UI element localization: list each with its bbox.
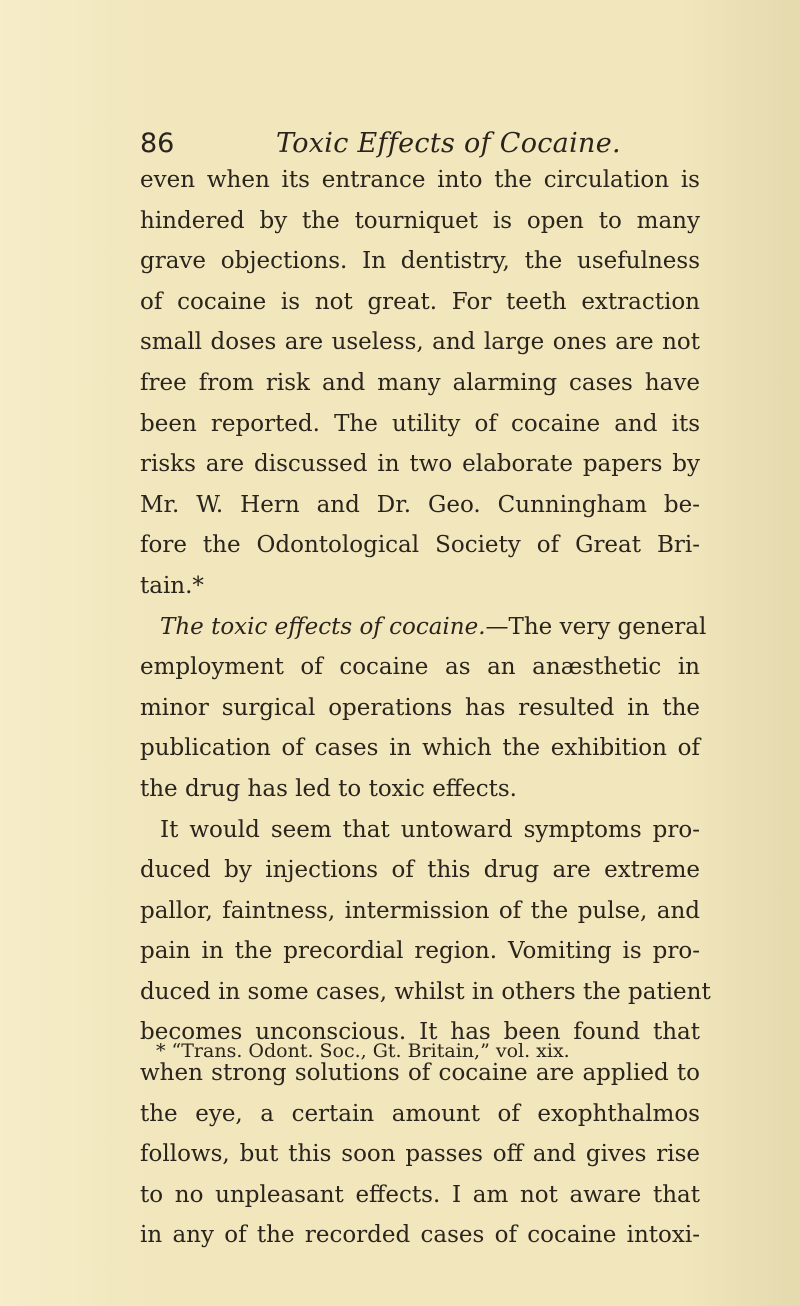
text-line: minor surgical operations has resulted in the — [140, 694, 700, 721]
text-line: been reported. The utility of cocaine and its — [140, 410, 700, 437]
paragraph-first-line: It would seem that untoward symptoms pro- — [160, 816, 700, 843]
text-line: even when its entrance into the circulation is — [140, 167, 700, 193]
page-number: 86 — [140, 128, 175, 159]
text-line: when strong solutions of cocaine are applied to — [140, 1060, 700, 1087]
text-line: grave objections. In dentistry, the usefulness — [140, 248, 700, 275]
text-line: the eye, a certain amount of exophthalmos — [140, 1100, 700, 1127]
text-line: fore the Odontological Society of Great Bri- — [140, 532, 700, 559]
text-line: becomes unconscious. It has been found that — [140, 1019, 700, 1046]
section-title: The toxic effects of cocaine. — [160, 613, 486, 640]
text-line: in any of the recorded cases of cocaine intoxi- — [140, 1222, 700, 1249]
text-line: pallor, faintness, intermission of the pulse, and — [140, 897, 700, 924]
text-line: duced by injections of this drug are extreme — [140, 857, 700, 884]
footnote: * “Trans. Odont. Soc., Gt. Britain,” vol. xix. — [156, 1040, 570, 1062]
section-first-line — [140, 607, 707, 648]
text-line: to no unpleasant effects. I am not aware that — [140, 1181, 700, 1208]
body-text — [140, 160, 711, 1256]
text-line: small doses are useless, and large ones are not — [140, 329, 700, 356]
text-line: hindered by the tourniquet is open to many — [140, 207, 700, 234]
text-line: employment of cocaine as an anæsthetic in — [140, 654, 700, 681]
text-line: publication of cases in which the exhibition of — [140, 735, 700, 762]
text-line: follows, but this soon passes off and gives rise — [140, 1141, 700, 1168]
text-line: pain in the precordial region. Vomiting is pro- — [140, 938, 700, 965]
section-first-line-rest: —The very general — [485, 613, 707, 640]
text-line: risks are discussed in two elaborate papers by — [140, 451, 700, 478]
text-line: the drug has led to toxic effects. — [140, 775, 517, 802]
text-line: tain.* — [140, 572, 204, 599]
text-line: of cocaine is not great. For teeth extraction — [140, 288, 700, 315]
running-title: Toxic Effects of Cocaine. — [276, 128, 621, 159]
text-line: Mr. W. Hern and Dr. Geo. Cunningham be- — [140, 491, 700, 518]
text-line: free from risk and many alarming cases have — [140, 369, 700, 396]
text-line: duced in some cases, whilst in others the patient — [140, 978, 711, 1005]
